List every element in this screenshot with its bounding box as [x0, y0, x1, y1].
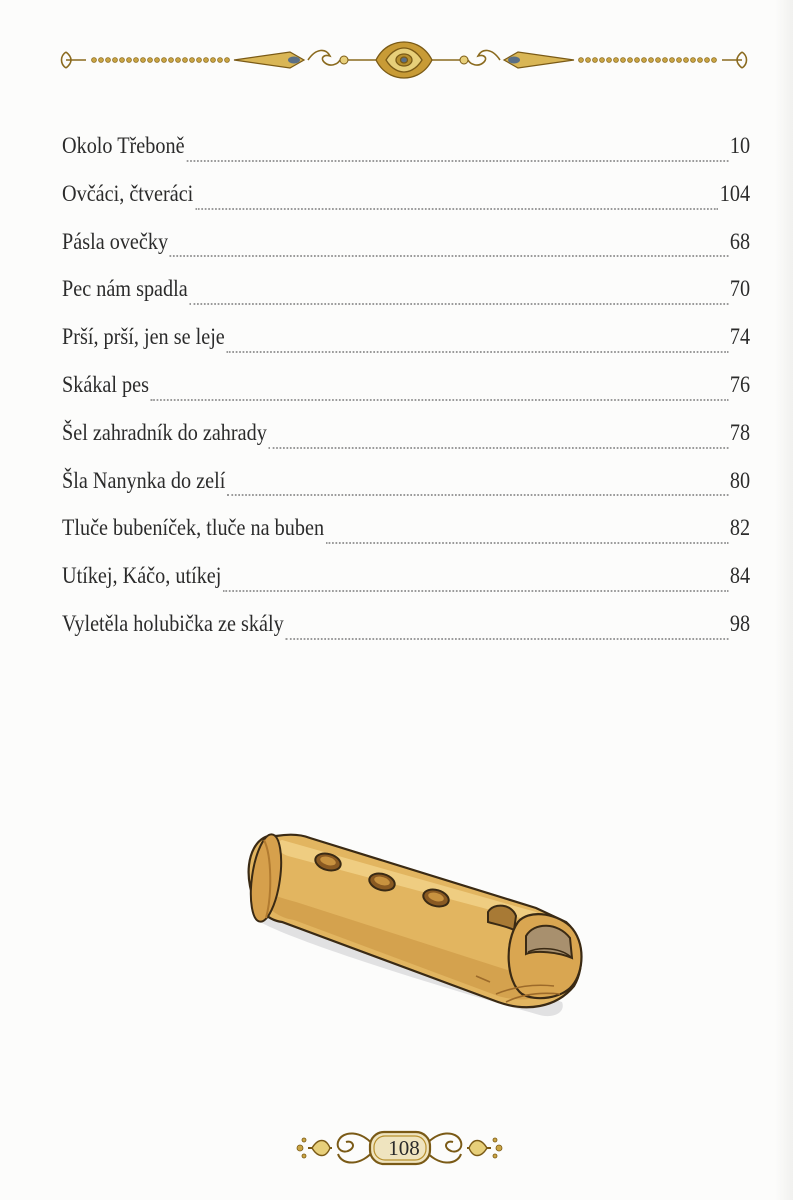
page-number: 108 — [388, 1136, 420, 1160]
toc-entry-title: Utíkej, Káčo, utíkej — [62, 563, 222, 590]
toc-leader-dots — [170, 254, 728, 257]
toc-entry-page: 10 — [729, 133, 751, 159]
toc-leader-dots — [223, 589, 728, 592]
toc-entry-title: Šel zahradník do zahrady — [62, 419, 267, 446]
toc-entry[interactable] — [62, 413, 750, 461]
toc-leader-dots — [326, 541, 728, 544]
toc-entry-title: Okolo Třeboně — [62, 133, 185, 159]
top-ornament-icon — [58, 38, 750, 82]
toc-entry-page: 74 — [729, 324, 751, 351]
toc-entry-page: 68 — [729, 228, 751, 255]
toc-entry[interactable] — [62, 174, 750, 222]
toc-entry-title: Pec nám spadla — [62, 276, 188, 303]
toc-entry-title: Vyletěla holubička ze skály — [62, 610, 284, 637]
wooden-whistle-icon — [236, 826, 606, 1026]
toc-entry[interactable] — [62, 461, 750, 509]
toc-leader-dots — [227, 493, 728, 496]
toc-entry[interactable] — [62, 604, 750, 652]
toc-entry-title: Pásla ovečky — [62, 228, 169, 255]
toc-entry-page: 84 — [729, 563, 751, 590]
toc-entry-page: 76 — [729, 371, 751, 398]
toc-leader-dots — [285, 637, 728, 640]
toc-leader-dots — [189, 302, 728, 305]
toc-entry[interactable] — [62, 269, 750, 317]
toc-entry-page: 80 — [729, 467, 751, 494]
toc-entry[interactable] — [62, 222, 750, 270]
toc-leader-dots — [227, 350, 729, 353]
toc-entry-page: 104 — [719, 180, 751, 207]
toc-leader-dots — [195, 207, 718, 210]
toc-entry-page: 98 — [729, 610, 751, 637]
page-edge-shadow — [775, 0, 793, 1200]
toc-entry[interactable] — [62, 556, 750, 604]
toc-entry-page: 78 — [729, 419, 751, 446]
toc-entry-page: 70 — [729, 276, 751, 303]
toc-entry[interactable] — [62, 508, 750, 556]
toc-leader-dots — [151, 398, 728, 401]
table-of-contents — [62, 126, 750, 652]
toc-leader-dots — [186, 159, 728, 162]
toc-entry-title: Ovčáci, čtveráci — [62, 180, 194, 207]
toc-entry-title: Skákal pes — [62, 371, 150, 398]
toc-entry[interactable] — [62, 126, 750, 174]
toc-entry[interactable] — [62, 365, 750, 413]
toc-leader-dots — [269, 446, 729, 449]
toc-entry-title: Tluče bubeníček, tluče na buben — [62, 515, 325, 542]
toc-entry-title: Prší, prší, jen se leje — [62, 324, 225, 351]
toc-entry-title: Šla Nanynka do zelí — [62, 467, 226, 494]
toc-entry[interactable] — [62, 317, 750, 365]
toc-entry-page: 82 — [729, 515, 751, 542]
